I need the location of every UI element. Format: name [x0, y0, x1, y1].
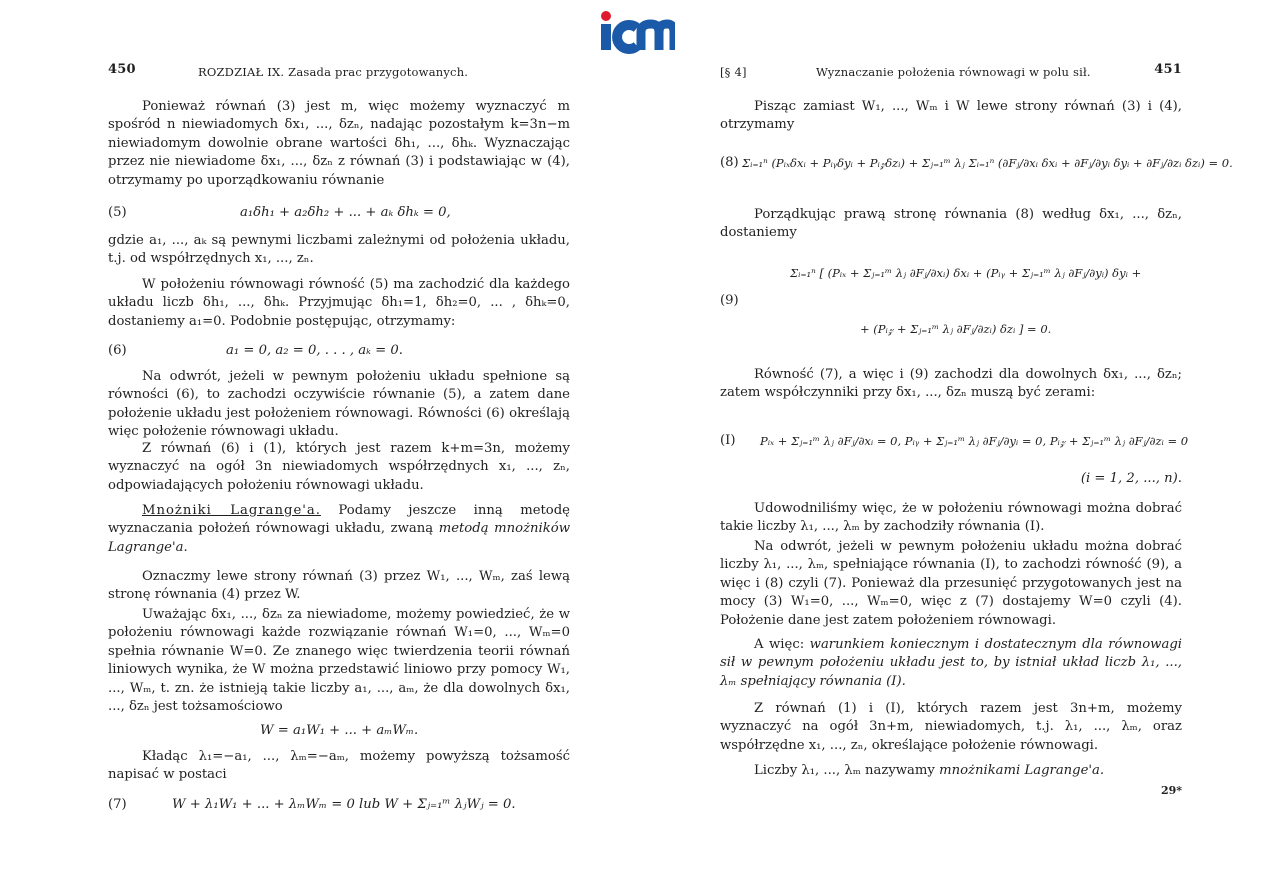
- right-paragraph-2: Porządkując prawą stronę równania (8) według δx₁, ..., δzₙ, dostaniemy: [720, 207, 1182, 241]
- right-paragraph-7: [720, 762, 1182, 780]
- left-page-number: 450: [108, 62, 136, 77]
- left-paragraph-8: Kładąc λ₁=−a₁, ..., λₘ=−aₘ, możemy powyższą tożsamość napisać w postaci: [108, 749, 570, 783]
- folio-mark: 29*: [1160, 784, 1182, 797]
- equation-range: (i = 1, 2, ..., n).: [1080, 471, 1182, 486]
- right-header-title: Wyznaczanie położenia równowagi w polu sił.: [816, 65, 1091, 79]
- right-page: [720, 58, 1233, 797]
- right-paragraph-1: Pisząc zamiast W₁, ..., Wₘ i W lewe strony równań (3) i (4), otrzymamy: [720, 99, 1182, 133]
- equation-number: (I): [720, 433, 736, 448]
- right-running-header: [720, 58, 1182, 78]
- right-paragraph-3: Równość (7), a więc i (9) zachodzi dla dowolnych δx₁, ..., δzₙ; zatem współczynniki przy δx₁, ..., δzₙ muszą być zerami:: [720, 367, 1182, 401]
- lagrange-intro: Podamy jeszcze inną metodę wyznaczania położeń równowagi układu, zwaną: [108, 503, 570, 537]
- multipliers-term: mnożnikami Lagrange'a.: [939, 763, 1105, 778]
- right-paragraph-6: Z równań (1) i (I), których razem jest 3n+m, możemy wyznaczyć na ogół 3n+m, niewiadomych, t.j. λ₁, ..., λₘ, oraz współrzędne x₁, ..., zₙ, określające położenie równowagi.: [720, 701, 1182, 753]
- equation-number: (6): [108, 343, 127, 358]
- left-running-header: [108, 58, 570, 78]
- equation-body: a₁ = 0, a₂ = 0, . . . , aₖ = 0.: [226, 343, 403, 358]
- equation-number: (5): [108, 205, 127, 220]
- equation-body: Σᵢ₌₁ⁿ (Pᵢₓδxᵢ + Pᵢᵧδyᵢ + Pᵢ𝓏δzᵢ) + Σⱼ₌₁ᵐ λⱼ Σᵢ₌₁ⁿ (∂Fⱼ/∂xᵢ δxᵢ + ∂Fⱼ/∂yᵢ δyᵢ + ∂Fⱼ/∂zᵢ δzᵢ) = 0.: [742, 156, 1233, 170]
- right-paragraph-theorem: [720, 636, 1182, 691]
- lagrange-term: metodą mnożników Lagrange'a.: [108, 521, 570, 555]
- left-paragraph-6: Oznaczmy lewe strony równań (3) przez W₁, ..., Wₘ, zaś lewą stronę równania (4) przez W.: [108, 569, 570, 603]
- left-paragraph-2: gdzie a₁, ..., aₖ są pewnymi liczbami zależnymi od położenia układu, t.j. od współrzędnych x₁, ..., zₙ.: [108, 233, 570, 267]
- equation-body-line-1: Σᵢ₌₁ⁿ [ (Pᵢₓ + Σⱼ₌₁ᵐ λⱼ ∂Fⱼ/∂xᵢ) δxᵢ + (Pᵢᵧ + Σⱼ₌₁ᵐ λⱼ ∂Fⱼ/∂yᵢ) δyᵢ +: [790, 266, 1142, 280]
- left-page: [108, 58, 570, 812]
- left-paragraph-4: Na odwrót, jeżeli w pewnym położeniu układu spełnione są równości (6), to zachodzi oczywiście równanie (5), a zatem dane położenie układu jest położeniem równowagi. Równości (6) określają więc położenie równowagi układu.: [108, 369, 570, 440]
- equation-number: (9): [720, 293, 739, 308]
- equation-body: W = a₁W₁ + ... + aₘWₘ.: [260, 723, 419, 738]
- multipliers-lead: Liczby λ₁, ..., λₘ nazywamy: [754, 763, 935, 778]
- left-header-title: ROZDZIAŁ IX. Zasada prac przygotowanych.: [198, 65, 469, 79]
- left-paragraph-3: W położeniu równowagi równość (5) ma zachodzić dla każdego układu liczb δh₁, ..., δhₖ. Przyjmując δh₁=1, δh₂=0, ... , δhₖ=0, dostaniemy a₁=0. Podobnie postępując, otrzymamy:: [108, 277, 570, 329]
- theorem-statement: warunkiem koniecznym i dostatecznym dla równowagi sił w pewnym położeniu układu jest to, by istniał układ liczb λ₁, ..., λₘ spełniający równania (I).: [720, 637, 1182, 689]
- equation-body: W + λ₁W₁ + ... + λₘWₘ = 0 lub W + Σⱼ₌₁ᵐ λⱼWⱼ = 0.: [172, 797, 516, 812]
- left-paragraph-7: Uważając δx₁, ..., δzₙ za niewiadome, możemy powiedzieć, że w położeniu równowagi każde rozwiązanie równań W₁=0, ..., Wₘ=0 spełnia równanie W=0. Ze znanego więc twierdzenia teorii równań liniowych wynika, że W można przedstawić liniowo przy pomocy W₁, ..., Wₘ, t. zn. że istnieją takie liczby a₁, ..., aₘ, że dla dowolnych δx₁, ..., δzₙ jest tożsamościowo: [108, 607, 570, 715]
- equation-body: a₁δh₁ + a₂δh₂ + ... + aₖ δhₖ = 0,: [240, 205, 451, 220]
- left-paragraph-lagrange: [108, 502, 570, 557]
- icm-logo-mark: [599, 10, 675, 54]
- icm-logo: [599, 10, 675, 54]
- equation-body: Pᵢₓ + Σⱼ₌₁ᵐ λⱼ ∂Fⱼ/∂xᵢ = 0, Pᵢᵧ + Σⱼ₌₁ᵐ λⱼ ∂Fⱼ/∂yᵢ = 0, Pᵢ𝓏 + Σⱼ₌₁ᵐ λⱼ ∂Fⱼ/∂zᵢ = 0: [760, 434, 1189, 448]
- right-paragraph-5: Na odwrót, jeżeli w pewnym położeniu układu można dobrać liczby λ₁, ..., λₘ, spełniające równania (I), to zachodzi równość (9), a więc i (8) czyli (7). Ponieważ dla przesunięć przygotowanych jest na mocy (3) W₁=0, ..., Wₘ=0, więc z (7) dostajemy W=0 czyli (4). Położenie dane jest zatem położeniem równowagi.: [720, 539, 1182, 628]
- left-paragraph-1: Ponieważ równań (3) jest m, więc możemy wyznaczyć m spośród n niewiadomych δx₁, ..., δzₙ, nadając pozostałym k=3n−m niewiadomym dowolnie obrane wartości δh₁, ..., δhₖ. Wyznaczając przez nie niewiadome δx₁, ..., δzₙ z równań (3) i podstawiając w (4), otrzymamy po uporządkowaniu równanie: [108, 99, 570, 188]
- theorem-lead: A więc:: [754, 637, 805, 652]
- equation-body-line-2: + (Pᵢ𝓏 + Σⱼ₌₁ᵐ λⱼ ∂Fⱼ/∂zᵢ) δzᵢ ] = 0.: [860, 322, 1052, 336]
- right-paragraph-4: Udowodniliśmy więc, że w położeniu równowagi można dobrać takie liczby λ₁, ..., λₘ by zachodziły równania (I).: [720, 501, 1182, 535]
- equation-number: (7): [108, 797, 127, 812]
- equation-number: (8): [720, 155, 739, 170]
- lagrange-heading: Mnożniki Lagrange'a.: [142, 503, 321, 518]
- left-paragraph-5: Z równań (6) i (1), których jest razem k+m=3n, możemy wyznaczyć na ogół 3n niewiadomych współrzędnych x₁, ..., zₙ, odpowiadających położeniu równowagi układu.: [108, 441, 570, 493]
- right-section-mark: [§ 4]: [720, 65, 747, 79]
- right-page-number: 451: [1154, 62, 1182, 77]
